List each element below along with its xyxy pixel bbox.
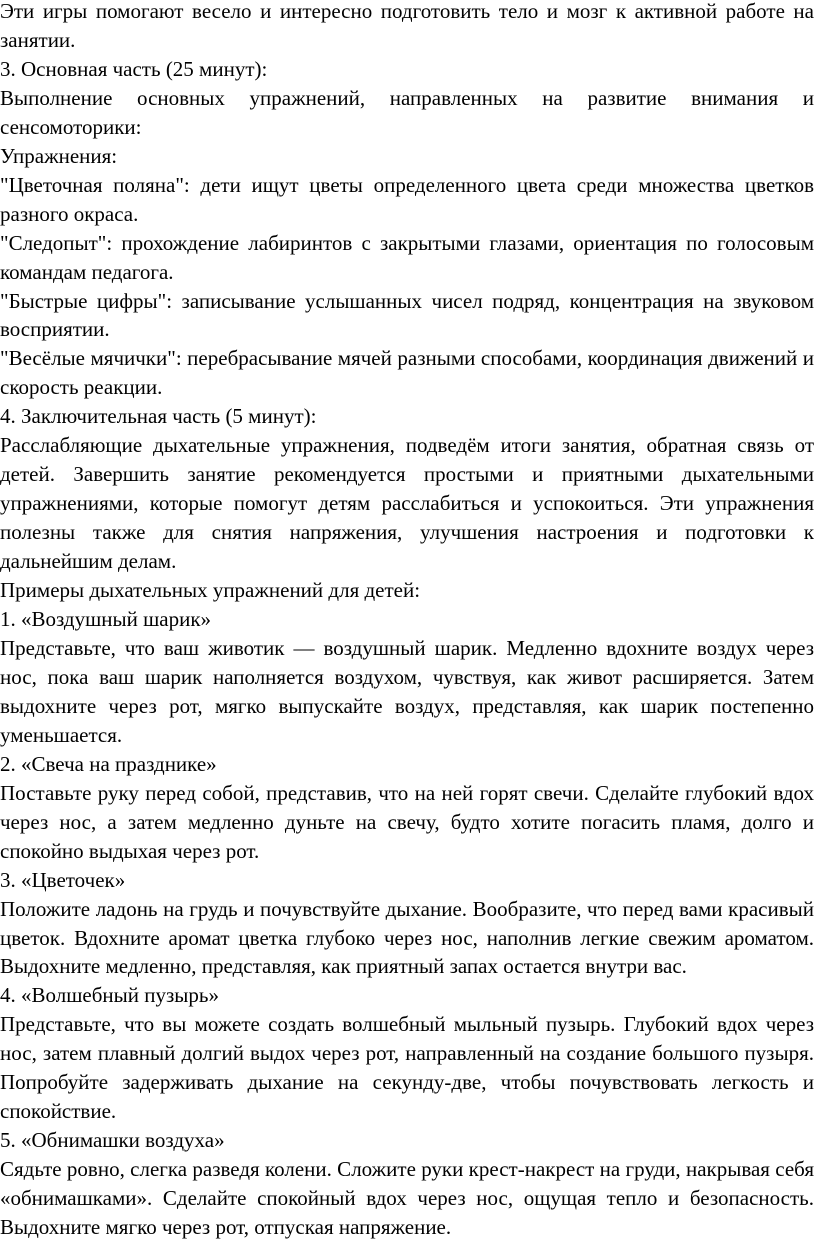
- breathing-2-text: Поставьте руку перед собой, представив, что на ней горят свечи. Сделайте глубокий вдох через нос, а затем медленно дуньте на свечу, будто хотите погасить пламя, долго и спокойно выдыхая через рот.: [0, 780, 814, 863]
- label-breathing-examples: Примеры дыхательных упражнений для детей:: [0, 578, 421, 603]
- breathing-3-text: Положите ладонь на грудь и почувствуйте дыхание. Вообразите, что перед вами красивый цветок. Вдохните аромат цветка глубоко через нос, наполнив легкие свежим ароматом. Выдохните медленно, представляя, как приятный запах остается внутри вас.: [0, 896, 814, 979]
- breathing-3-title: 3. «Цветочек»: [0, 867, 126, 892]
- section-heading-main-part: 3. Основная часть (25 минут):: [0, 56, 268, 81]
- breathing-4-text: Представьте, что вы можете создать волшебный мыльный пузырь. Глубокий вдох через нос, затем плавный долгий выдох через рот, направленный на создание большого пузыря. Попробуйте задерживать дыхание на секунду-две, чтобы почувствовать легкость и спокойствие.: [0, 1012, 814, 1124]
- paragraph-relaxing-breathing: Расслабляющие дыхательные упражнения, подведём итоги занятия, обратная связь от детей. Завершить занятие рекомендуется простыми и приятными дыхательными упражнениями, которые помогут детям расслабиться и успокоиться. Эти упражнения полезны также для снятия напряжения, улучшения настроения и подготовки к дальнейшим делам.: [0, 433, 814, 574]
- exercise-fun-balls: "Весёлые мячички": перебрасывание мячей разными способами, координация движений и скорость реакции.: [0, 346, 814, 400]
- breathing-1-text: Представьте, что ваш животик — воздушный шарик. Медленно вдохните воздух через нос, пока ваш шарик наполняется воздухом, чувствуя, как живот расширяется. Затем выдохните через рот, мягко выпускайте воздух, представляя, как шарик постепенно уменьшается.: [0, 635, 814, 747]
- breathing-5-title: 5. «Обнимашки воздуха»: [0, 1128, 225, 1153]
- exercise-quick-numbers: "Быстрые цифры": записывание услышанных чисел подряд, концентрация на звуковом восприятии.: [0, 288, 814, 342]
- breathing-2-title: 2. «Свеча на празднике»: [0, 751, 217, 776]
- breathing-1-title: 1. «Воздушный шарик»: [0, 607, 212, 632]
- label-exercises: Упражнения:: [0, 143, 118, 168]
- exercise-flower-meadow: "Цветочная поляна": дети ищут цветы определенного цвета среди множества цветков разного окраса.: [0, 172, 814, 226]
- paragraph-main-exercises: Выполнение основных упражнений, направленных на развитие внимания и сенсомоторики:: [0, 85, 814, 139]
- paragraph-intro-games: Эти игры помогают весело и интересно подготовить тело и мозг к активной работе на занятии.: [0, 0, 814, 52]
- breathing-4-title: 4. «Волшебный пузырь»: [0, 983, 219, 1008]
- section-heading-final-part: 4. Заключительная часть (5 минут):: [0, 404, 317, 429]
- exercise-tracker: "Следопыт": прохождение лабиринтов с закрытыми глазами, ориентация по голосовым командам педагога.: [0, 230, 814, 284]
- breathing-5-text: Сядьте ровно, слегка разведя колени. Сложите руки крест-накрест на груди, накрывая себя «обнимашками». Сделайте спокойный вдох через нос, ощущая тепло и безопасность. Выдохните мягко через рот, отпуская напряжение.: [0, 1157, 814, 1240]
